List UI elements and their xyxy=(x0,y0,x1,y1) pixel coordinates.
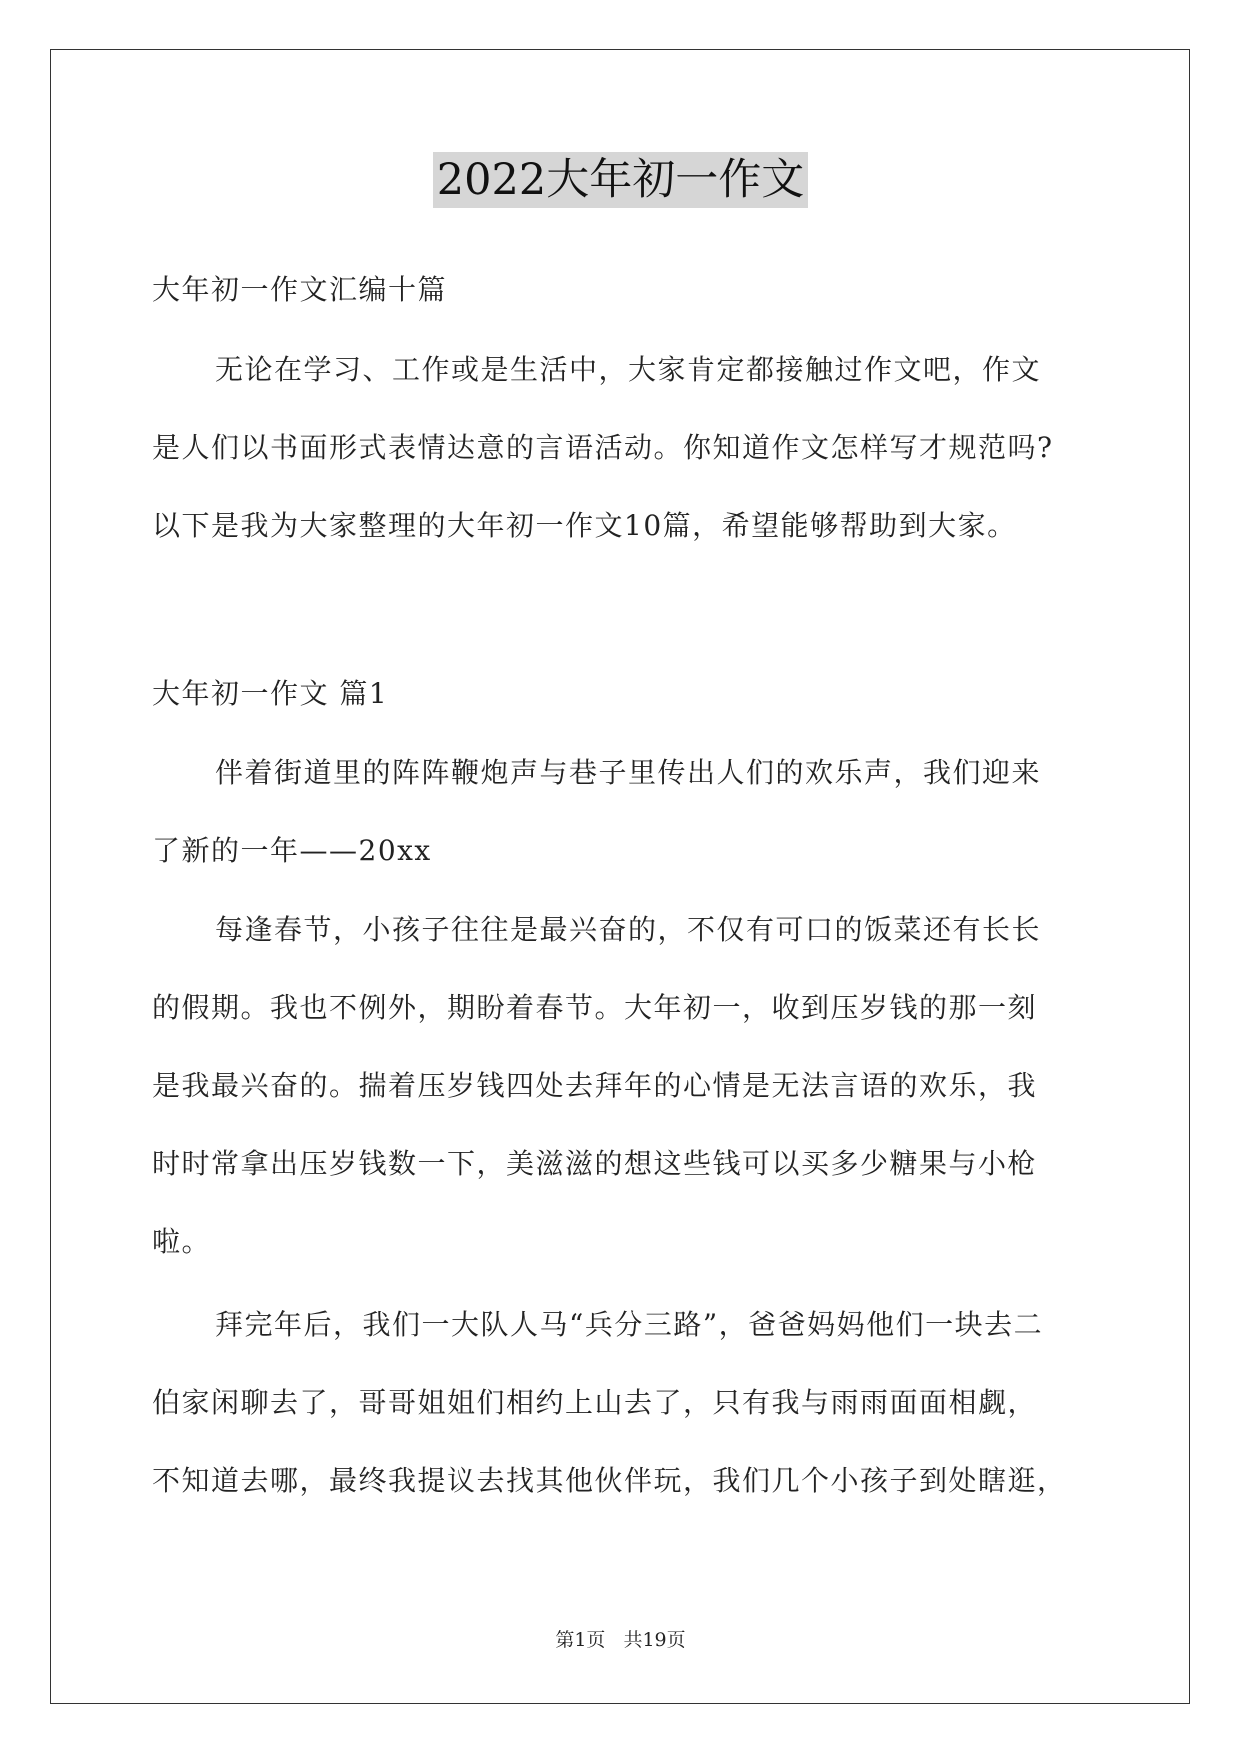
paragraph-line: 是我最兴奋的。揣着压岁钱四处去拜年的心情是无法言语的欢乐，我 xyxy=(152,1069,1038,1102)
intro-line: 以下是我为大家整理的大年初一作文10篇，希望能够帮助到大家。 xyxy=(152,509,1017,542)
intro-line: 是人们以书面形式表情达意的言语活动。你知道作文怎样写才规范吗? xyxy=(152,431,1054,464)
section-heading: 大年初一作文 篇1 xyxy=(152,677,389,710)
page-number: 第1页 xyxy=(555,1629,606,1651)
subtitle: 大年初一作文汇编十篇 xyxy=(152,273,448,306)
paragraph-line: 每逢春节，小孩子往往是最兴奋的，不仅有可口的饭菜还有长长 xyxy=(215,913,1042,946)
paragraph-line: 伯家闲聊去了，哥哥姐姐们相约上山去了，只有我与雨雨面面相觑， xyxy=(152,1386,1038,1419)
intro-line: 无论在学习、工作或是生活中，大家肯定都接触过作文吧，作文 xyxy=(215,353,1042,386)
paragraph-line: 啦。 xyxy=(152,1225,212,1258)
page-footer xyxy=(0,1628,1241,1652)
paragraph-line: 拜完年后，我们一大队人马“兵分三路”，爸爸妈妈他们一块去二 xyxy=(215,1308,1044,1341)
title-container xyxy=(0,152,1241,208)
paragraph-line: 不知道去哪，最终我提议去找其他伙伴玩，我们几个小孩子到处瞎逛， xyxy=(152,1464,1067,1497)
document-title: 2022大年初一作文 xyxy=(433,152,808,208)
paragraph-line: 伴着街道里的阵阵鞭炮声与巷子里传出人们的欢乐声，我们迎来 xyxy=(215,756,1042,789)
paragraph-line: 了新的一年——20xx xyxy=(152,834,432,867)
paragraph-line: 的假期。我也不例外，期盼着春节。大年初一，收到压岁钱的那一刻 xyxy=(152,991,1038,1024)
page-total: 共19页 xyxy=(623,1629,686,1651)
paragraph-line: 时时常拿出压岁钱数一下，美滋滋的想这些钱可以买多少糖果与小枪 xyxy=(152,1147,1038,1180)
